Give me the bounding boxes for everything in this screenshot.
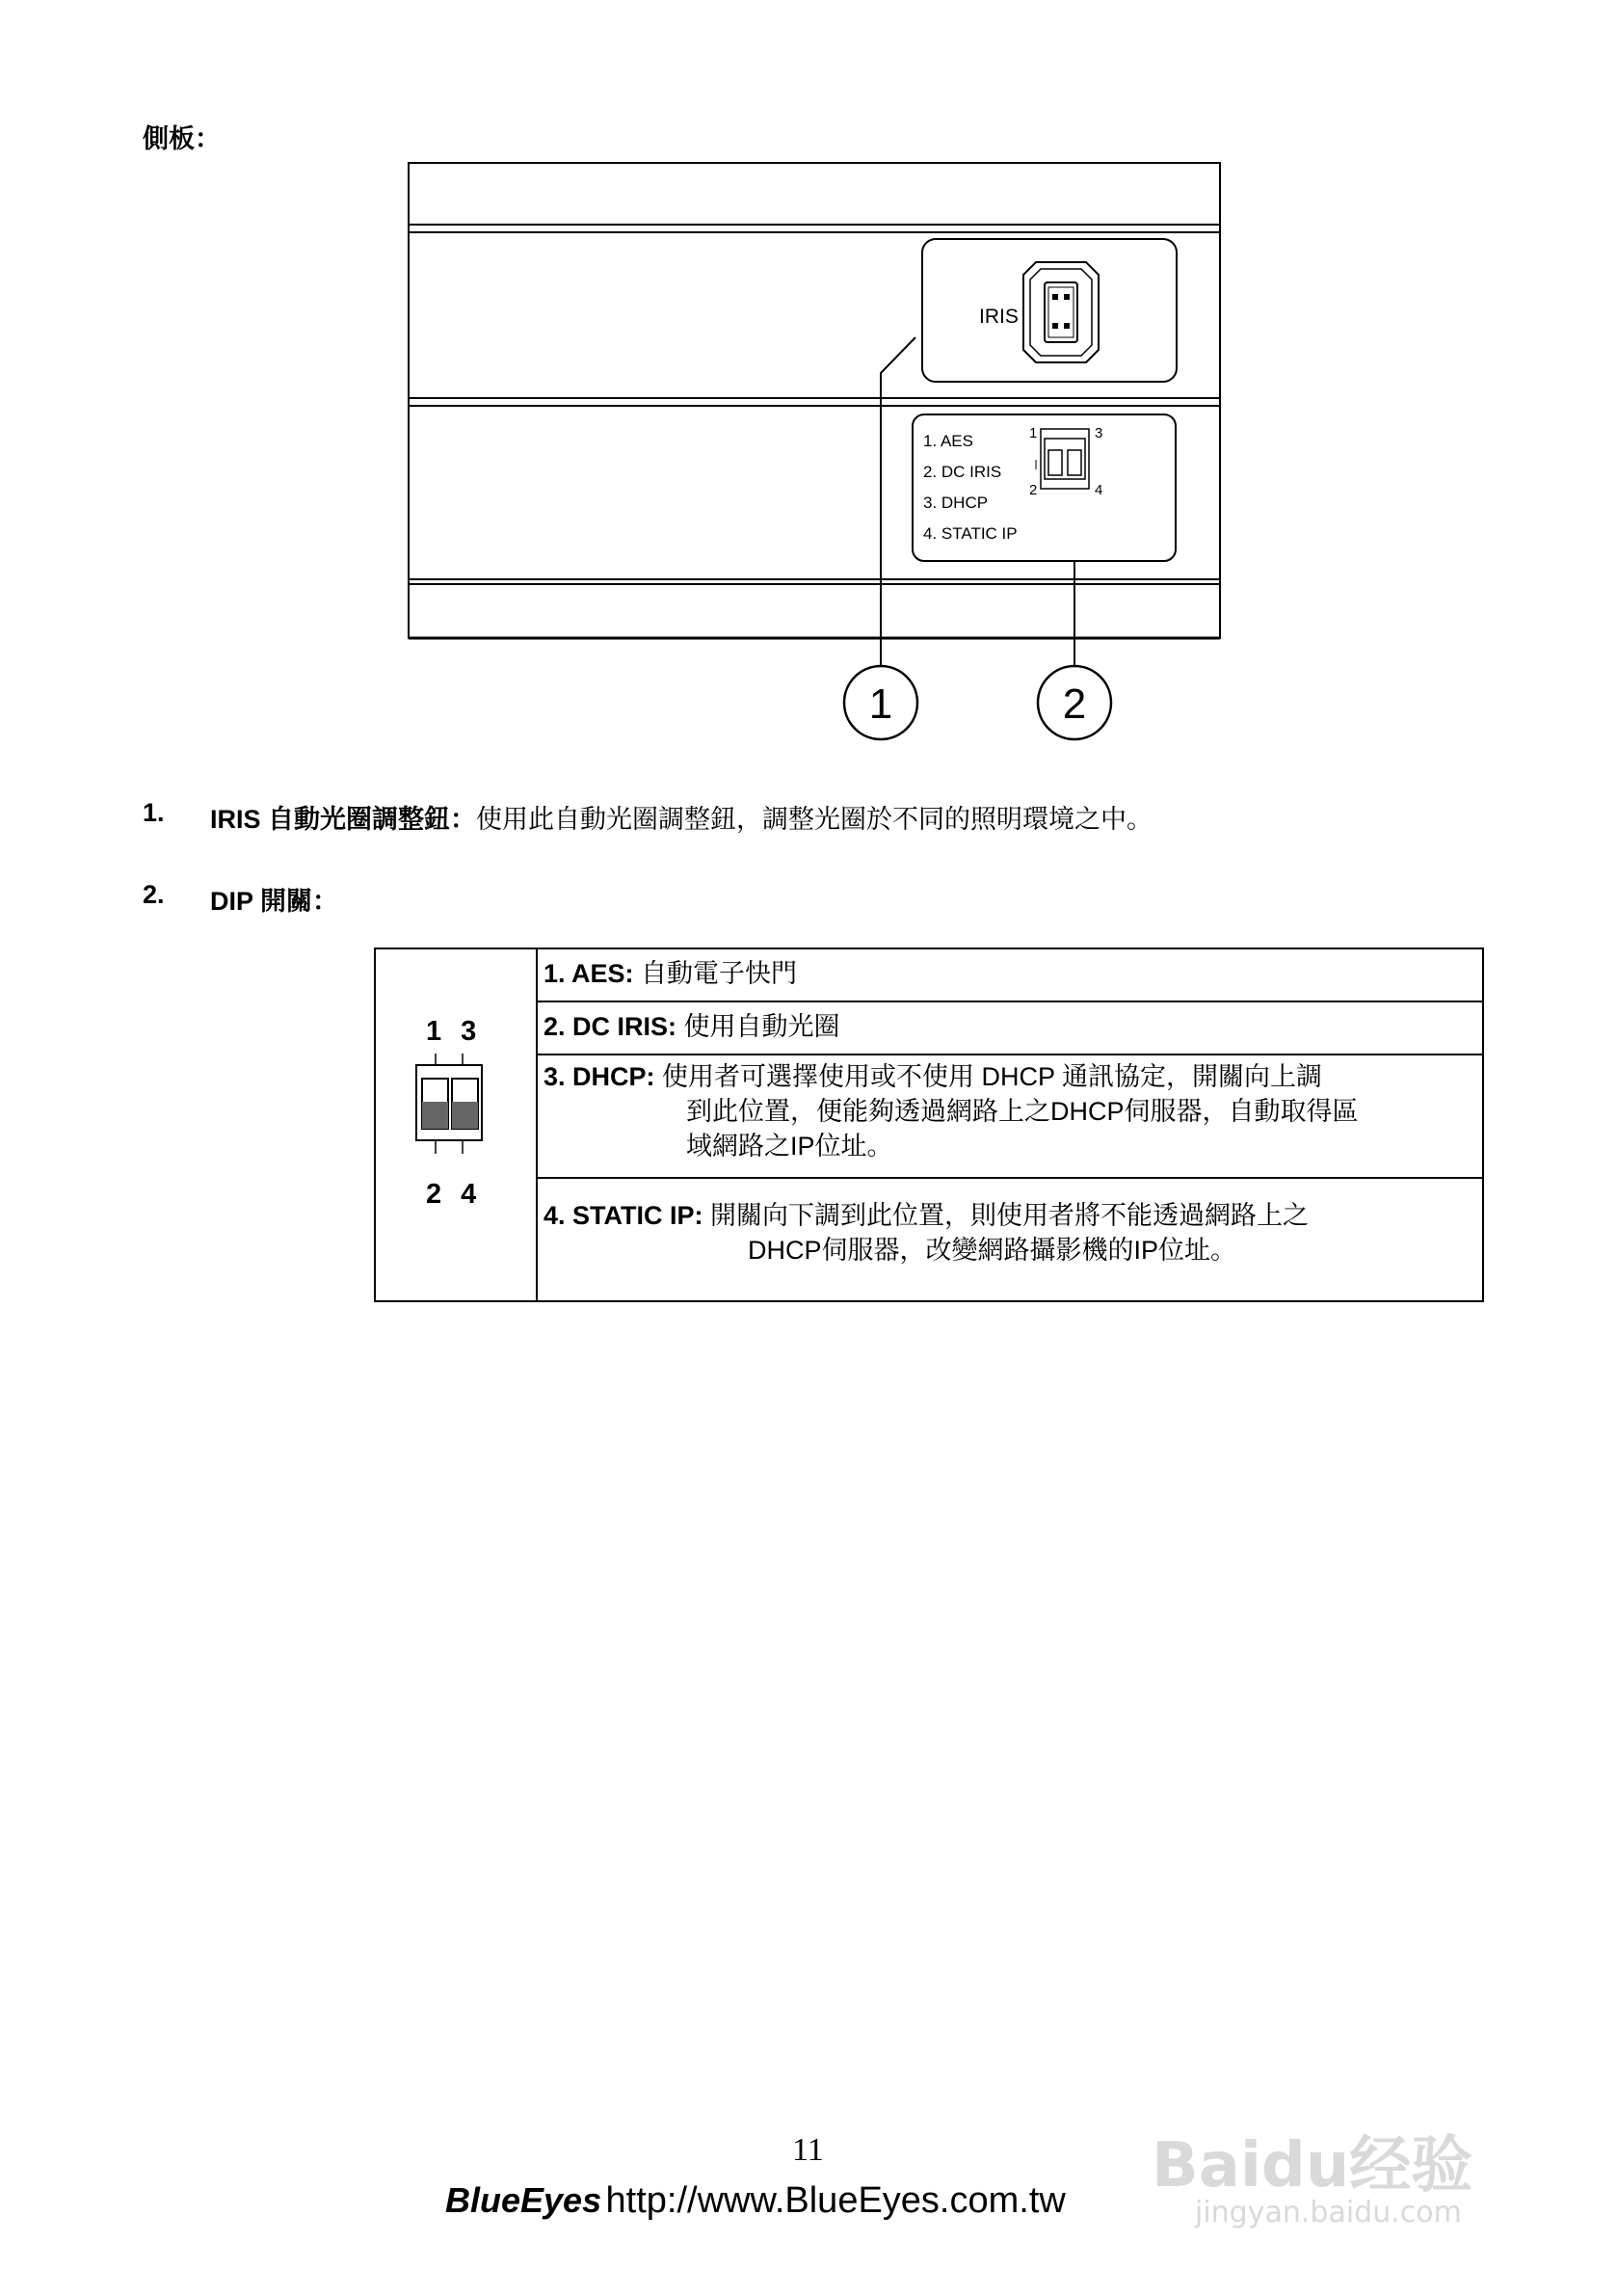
baidu-watermark-url: jingyan.baidu.com (1195, 2196, 1462, 2229)
dip-row-dhcp-line-1: 使用者可選擇使用或不使用 DHCP 通訊協定，開關向上調 (654, 1062, 1323, 1091)
dip-row-static-ip-line-1: 開關向下調到此位置，則使用者將不能透過網路上之 (702, 1201, 1310, 1230)
item-2-number: 2. (143, 880, 165, 909)
dip-row-aes-value: 自動電子快門 (633, 959, 798, 988)
item-1-description (210, 798, 1153, 836)
dip-row-dhcp-key: 3. DHCP: (543, 1062, 655, 1091)
dip-row-aes (538, 949, 1482, 1002)
dip-row-aes-key: 1. AES: (543, 959, 634, 988)
dip-switch-graphic (412, 1052, 490, 1158)
callout-2-number: 2 (1062, 681, 1087, 728)
dip-switch-table (374, 948, 1484, 1302)
dip-switch-number-4: 4 (1095, 482, 1103, 498)
dip-switch-number-1: 1 (1029, 425, 1038, 441)
side-panel-heading: 側板： (143, 124, 221, 153)
brand-logo: BlueEyes (445, 2180, 602, 2220)
item-1-text: 使用此自動光圈調整鈕，調整光圈於不同的照明環境之中。 (476, 805, 1153, 834)
dip-switch-icon (1036, 429, 1089, 489)
item-2-title: DIP 開關： (210, 887, 339, 916)
iris-connector-icon (1023, 262, 1099, 362)
footer-branding (445, 2180, 1066, 2222)
page-number: 11 (792, 2132, 824, 2168)
dip-row-dhcp-line-2: 到此位置，便能夠透過網路上之DHCP伺服器，自動取得區 (686, 1097, 1359, 1126)
dip-row-dc-iris-key: 2. DC IRIS: (543, 1012, 677, 1041)
dip-top-numbers: 1 3 (426, 1016, 483, 1047)
dip-label-1: 1. AES (923, 432, 973, 450)
dip-label-4: 4. STATIC IP (923, 524, 1018, 543)
baidu-watermark-logo: Baidu经验 (1152, 2130, 1473, 2202)
side-panel-diagram (405, 159, 1233, 747)
dip-row-static-ip (538, 1179, 1482, 1302)
dip-switch-number-3: 3 (1095, 425, 1103, 441)
dip-bottom-numbers: 2 4 (426, 1179, 483, 1210)
item-1-title: IRIS 自動光圈調整鈕： (210, 805, 477, 834)
dip-row-static-ip-line-2: DHCP伺服器，改變網路攝影機的IP位址。 (748, 1236, 1237, 1265)
dip-row-dhcp-line-3: 域網路之IP位址。 (686, 1132, 893, 1161)
dip-row-dc-iris-value: 使用自動光圈 (676, 1012, 840, 1041)
dip-switch-illustration-cell (376, 949, 538, 1300)
dip-row-dc-iris (538, 1002, 1482, 1055)
item-2-description (210, 880, 338, 918)
dip-label-3: 3. DHCP (923, 494, 989, 512)
dip-switch-number-2: 2 (1029, 482, 1038, 498)
dip-row-dhcp (538, 1055, 1482, 1179)
footer-url[interactable]: http://www.BlueEyes.com.tw (605, 2180, 1066, 2221)
item-1-number: 1. (143, 798, 165, 827)
dip-label-2: 2. DC IRIS (923, 463, 1002, 481)
callout-1-number: 1 (868, 681, 893, 728)
dip-row-static-ip-key: 4. STATIC IP: (543, 1201, 703, 1230)
iris-label: IRIS (979, 306, 1019, 328)
